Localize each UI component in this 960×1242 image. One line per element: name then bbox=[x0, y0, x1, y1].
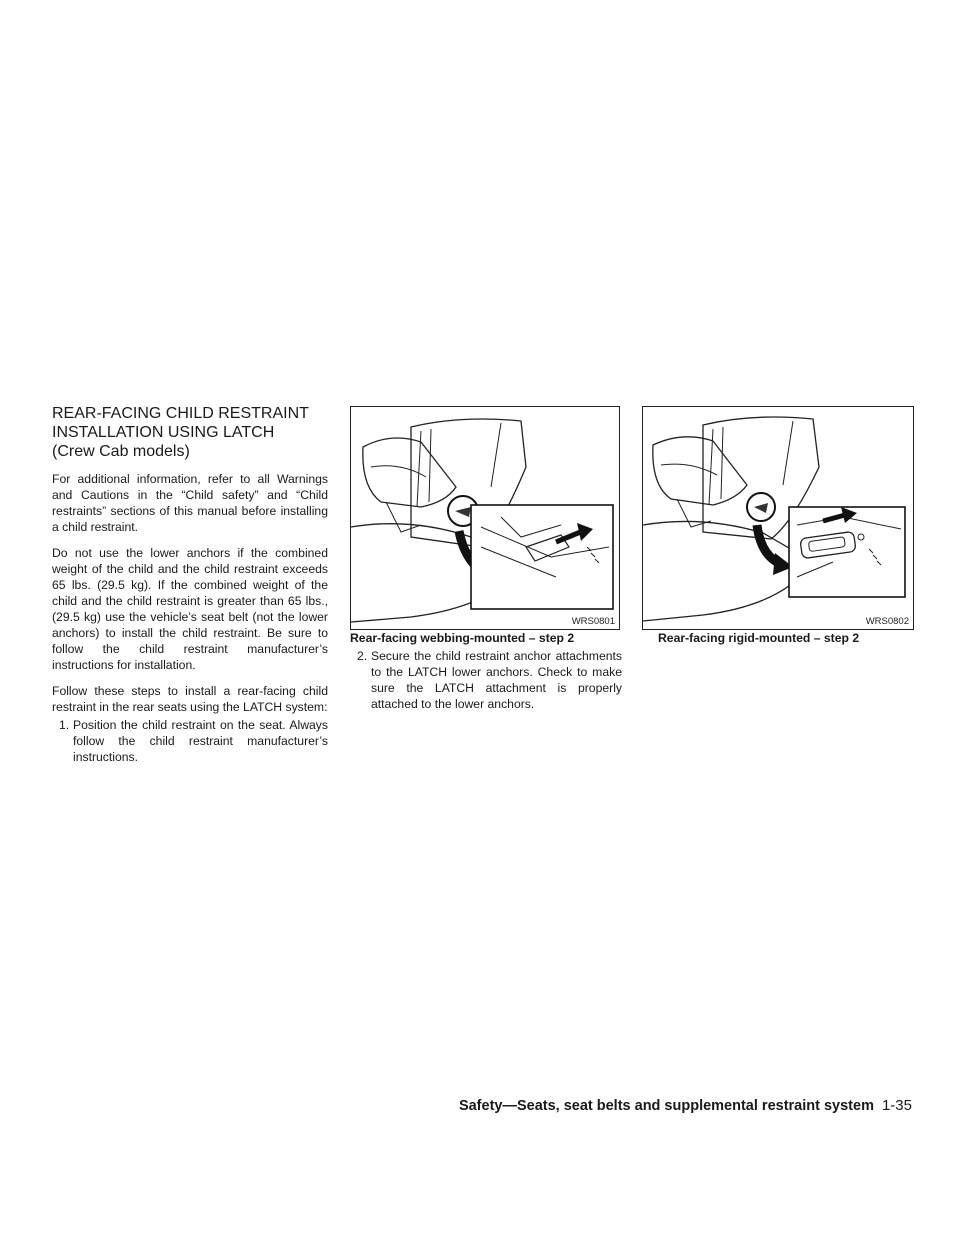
figure-code: WRS0801 bbox=[571, 616, 615, 627]
paragraph-warnings: For additional information, refer to all Warnings and Cautions in the “Child safety” and “Child restraints” sections of this manual before installing a child restraint. bbox=[52, 472, 328, 534]
step-text: Secure the child restraint anchor attachments to the LATCH lower anchors. Check to make sure the LATCH attachment is properly attached to the lower anchors. bbox=[371, 649, 622, 711]
section-title bbox=[52, 404, 328, 461]
page-number: 1-35 bbox=[881, 1097, 912, 1114]
section-title-line-1: REAR-FACING CHILD RESTRAINT bbox=[52, 405, 309, 422]
step-text: Position the child restraint on the seat. Always follow the child restraint manufacturer’s instructions. bbox=[73, 718, 328, 764]
section-title-line-2: INSTALLATION USING LATCH bbox=[52, 424, 275, 441]
left-column bbox=[52, 404, 328, 765]
middle-column bbox=[350, 648, 622, 712]
page-footer bbox=[436, 1097, 912, 1114]
step-1 bbox=[52, 717, 328, 765]
section-title-line-3: (Crew Cab models) bbox=[52, 443, 190, 460]
figure-rigid-mounted bbox=[642, 406, 914, 630]
figure-caption-2: Rear-facing rigid-mounted – step 2 bbox=[658, 631, 860, 645]
footer-section-title: Safety—Seats, seat belts and supplemental restraint system bbox=[458, 1098, 874, 1114]
step-number: 2. bbox=[357, 649, 368, 663]
figure-caption-1: Rear-facing webbing-mounted – step 2 bbox=[350, 631, 575, 645]
step-number: 1. bbox=[59, 718, 70, 732]
seat-illustration-2 bbox=[643, 407, 913, 629]
seat-illustration-1 bbox=[351, 407, 619, 629]
figure-webbing-mounted bbox=[350, 406, 620, 630]
step-2 bbox=[350, 648, 622, 712]
paragraph-follow-steps: Follow these steps to install a rear-facing child restraint in the rear seats using the LATCH system: bbox=[52, 684, 328, 714]
figure-code: WRS0802 bbox=[865, 616, 909, 627]
paragraph-weight-limit: Do not use the lower anchors if the combined weight of the child and the child restraint exceeds 65 lbs. (29.5 kg). If the combined weight of the child and the child restraint is greater than 65 lbs., (29.5 kg) use the vehicle’s seat belt (not the lower anchors) to install the child restraint. Be sure to follow the child restraint manufacturer’s instructions for installation. bbox=[52, 546, 328, 672]
